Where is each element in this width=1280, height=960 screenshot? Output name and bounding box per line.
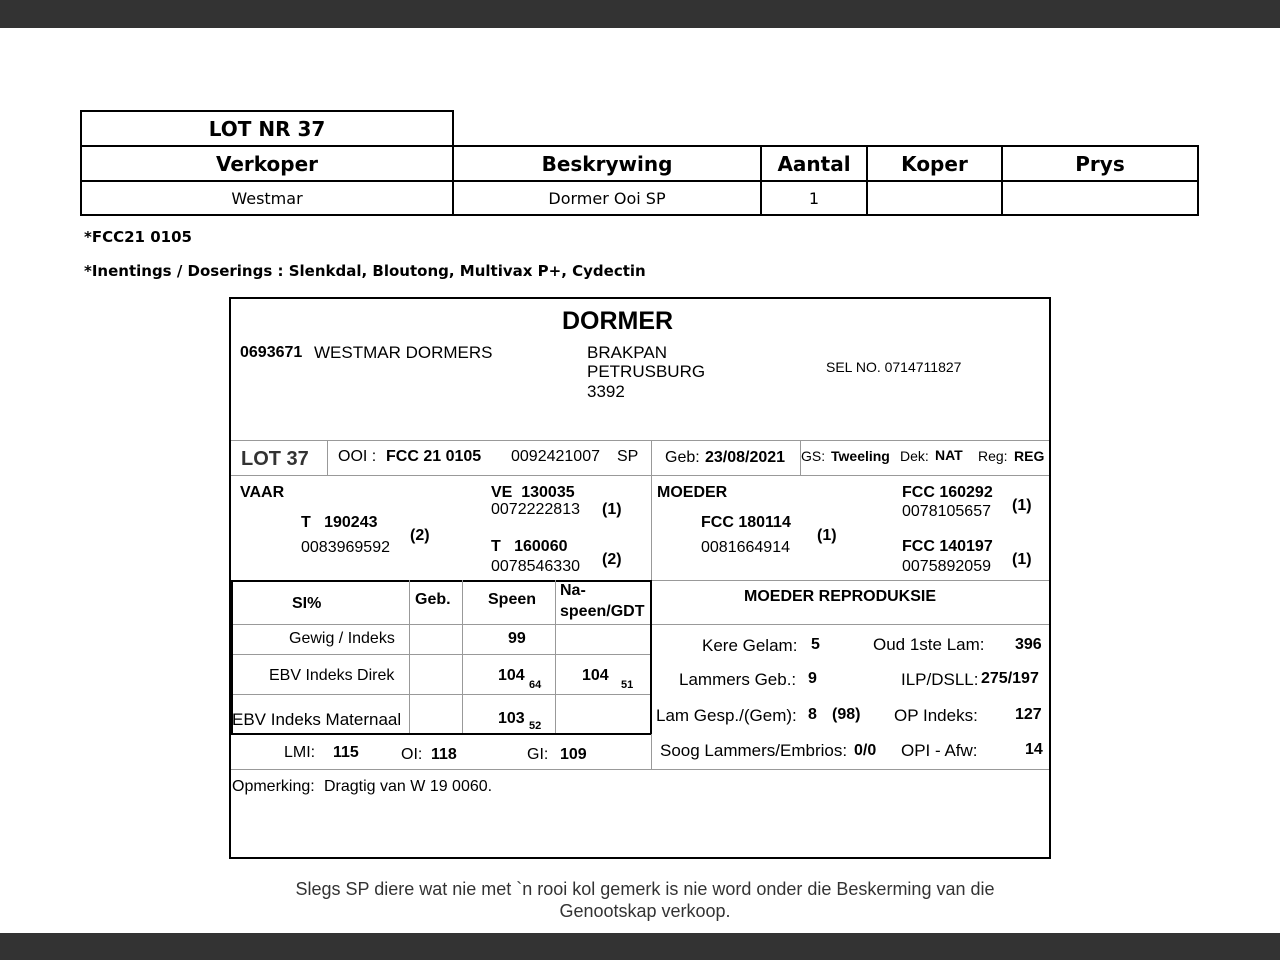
repro-value: 0/0	[854, 742, 877, 759]
perf-accuracy: 52	[529, 720, 542, 732]
cell-value: Westmar	[231, 188, 303, 208]
sire-dam-reg: 0078546330	[491, 558, 580, 575]
sire-dam-id: T 160060	[491, 538, 568, 555]
header-aantal	[760, 145, 868, 182]
header-label: Verkoper	[215, 151, 319, 176]
header-label: Prys	[1075, 151, 1125, 176]
footer-line: Genootskap verkoop.	[559, 901, 731, 921]
address-line: PETRUSBURG	[587, 362, 706, 381]
animal-reg: 0092421007	[511, 448, 600, 465]
perf-value: 99	[508, 630, 526, 647]
dam-dam-reg: 0075892059	[902, 558, 991, 575]
repro-label: Kere Gelam:	[702, 636, 798, 655]
sire-label: VAAR	[240, 484, 285, 501]
perf-accuracy: 64	[529, 679, 542, 691]
cell-verkoper	[80, 180, 454, 216]
sel-number: SEL NO. 0714711827	[826, 359, 962, 375]
reg-value: REG	[1014, 448, 1045, 464]
top-bar	[0, 0, 1280, 28]
repro-value: 127	[1015, 706, 1042, 723]
divider	[555, 580, 556, 733]
dam-label: MOEDER	[657, 484, 728, 501]
repro-label: Lam Gesp./(Gem):	[656, 706, 797, 725]
birth-date: 23/08/2021	[705, 449, 786, 466]
reg-label: Reg:	[978, 448, 1008, 464]
divider	[462, 580, 463, 733]
breed-card	[229, 297, 1051, 859]
gi-value: 109	[560, 746, 587, 763]
footer-line: Slegs SP diere wat nie met `n rooi kol gemerk is nie word onder die Beskerming van die	[295, 879, 995, 899]
repro-value: (98)	[832, 706, 861, 723]
perf-col-naspeen-1: Na-	[560, 582, 586, 599]
divider	[650, 580, 652, 734]
breed-title: DORMER	[562, 307, 674, 335]
address-line: 3392	[587, 382, 625, 401]
gs-value: Tweeling	[831, 448, 890, 464]
header-label: Aantal	[777, 151, 851, 176]
cell-value: Dormer Ooi SP	[548, 188, 666, 208]
repro-value: 8	[808, 706, 817, 723]
lot-number-cell	[80, 110, 454, 147]
birth-label: Geb:	[665, 449, 700, 466]
repro-label: OPI - Afw:	[901, 741, 978, 760]
header-prys	[1001, 145, 1199, 182]
divider	[231, 733, 652, 735]
dam-dam-id: FCC 140197	[902, 538, 993, 555]
oi-label: OI:	[401, 746, 423, 763]
sire-dam-gen: (2)	[602, 551, 622, 568]
sex-label: OOI :	[338, 448, 377, 465]
perf-col-speen: Speen	[488, 591, 537, 608]
perf-col-naspeen-2: speen/GDT	[560, 603, 645, 620]
animal-id: FCC 21 0105	[386, 448, 482, 465]
header-koper	[866, 145, 1003, 182]
perf-value: 103	[498, 710, 525, 727]
dam-dam-gen: (1)	[1012, 551, 1032, 568]
cell-aantal	[760, 180, 868, 216]
repro-label: Lammers Geb.:	[679, 670, 797, 689]
repro-label: Oud 1ste Lam:	[873, 635, 985, 654]
sire-sire-gen: (1)	[602, 501, 622, 518]
gi-label: GI:	[527, 746, 549, 763]
perf-row-label: EBV Indeks Direk	[269, 667, 395, 684]
header-label: Koper	[901, 151, 968, 176]
divider	[409, 580, 410, 733]
dam-gen: (1)	[817, 527, 837, 544]
lmi-label: LMI:	[284, 744, 316, 761]
sire-sire-reg: 0072222813	[491, 501, 580, 518]
divider	[231, 769, 1049, 770]
divider	[231, 440, 1049, 441]
perf-value: 104	[498, 667, 525, 684]
divider	[231, 624, 1049, 625]
divider	[231, 654, 652, 655]
repro-label: OP Indeks:	[894, 706, 978, 725]
lot-number: LOT NR 37	[208, 116, 326, 141]
repro-value: 396	[1015, 636, 1042, 653]
cell-prys	[1001, 180, 1199, 216]
header-verkoper	[80, 145, 454, 182]
divider	[231, 580, 652, 582]
perf-col-geb: Geb.	[415, 591, 451, 608]
cell-koper	[866, 180, 1003, 216]
repro-value: 275/197	[981, 670, 1039, 687]
perf-row-label: EBV Indeks Maternaal	[232, 710, 402, 729]
sire-sire-id: VE 130035	[491, 484, 575, 501]
remark-label: Opmerking:	[232, 778, 315, 795]
divider	[327, 440, 328, 475]
repro-value: 14	[1025, 741, 1043, 758]
repro-value: 9	[808, 670, 817, 687]
animal-status: SP	[617, 448, 639, 465]
perf-col-si: SI%	[292, 595, 322, 612]
breeder-number: 0693671	[240, 344, 303, 361]
lmi-value: 115	[333, 744, 359, 761]
divider	[231, 694, 652, 695]
repro-label: Soog Lammers/Embrios:	[660, 741, 848, 760]
bottom-bar	[0, 933, 1280, 960]
card-lot: LOT 37	[241, 448, 309, 470]
divider	[652, 580, 1049, 581]
perf-value: 104	[582, 667, 609, 684]
remark-text: Dragtig van W 19 0060.	[324, 778, 493, 795]
breeder-name: WESTMAR DORMERS	[314, 343, 493, 362]
dam-sire-gen: (1)	[1012, 497, 1032, 514]
header-label: Beskrywing	[541, 151, 673, 176]
repro-value: 5	[811, 636, 820, 653]
animal-id-note: *FCC21 0105	[84, 228, 192, 246]
protection-footer	[250, 878, 1040, 922]
repro-title: MOEDER REPRODUKSIE	[744, 588, 937, 605]
sire-reg: 0083969592	[301, 539, 390, 556]
perf-accuracy: 51	[621, 679, 634, 691]
sire-gen: (2)	[410, 527, 430, 544]
header-beskrywing	[452, 145, 762, 182]
dam-sire-id: FCC 160292	[902, 484, 993, 501]
perf-row-label: Gewig / Indeks	[289, 630, 395, 647]
divider	[231, 475, 1049, 476]
address-line: BRAKPAN	[587, 343, 667, 362]
vaccination-note: *Inentings / Doserings : Slenkdal, Bloutong, Multivax P+, Cydectin	[84, 262, 646, 280]
dam-sire-reg: 0078105657	[902, 503, 991, 520]
dam-reg: 0081664914	[701, 539, 790, 556]
cell-value: 1	[808, 188, 820, 208]
oi-value: 118	[431, 746, 457, 763]
gs-label: GS:	[801, 448, 826, 464]
dek-label: Dek:	[900, 448, 929, 464]
dam-id: FCC 180114	[701, 514, 791, 531]
cell-beskrywing	[452, 180, 762, 216]
sire-id: T 190243	[301, 514, 378, 531]
repro-label: ILP/DSLL:	[901, 670, 979, 689]
dek-value: NAT	[935, 447, 963, 463]
